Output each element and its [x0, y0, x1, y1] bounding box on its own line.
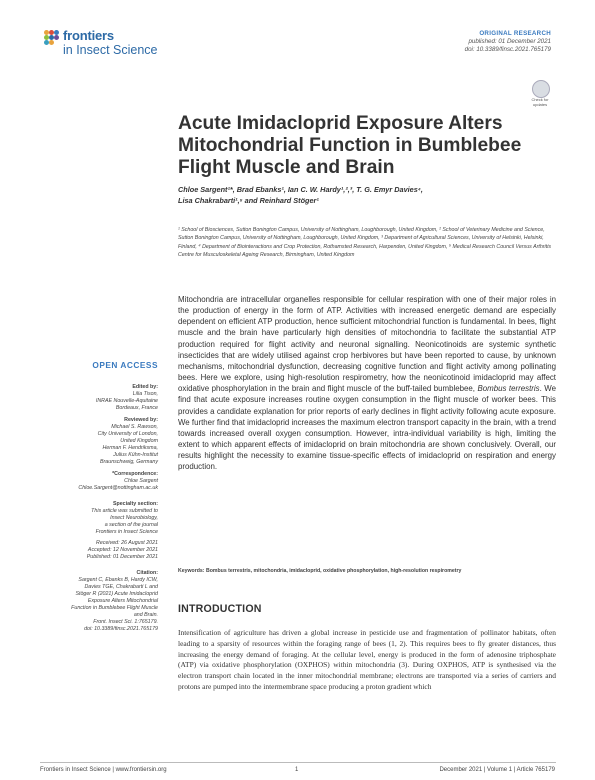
footer-journal-link[interactable]: Frontiers in Insect Science | www.frontiersin.org — [40, 767, 167, 773]
article-meta — [465, 30, 551, 54]
citation-label: Citation: — [136, 570, 158, 576]
reviewer-line: Braunschweig, Germany — [100, 459, 158, 465]
abstract — [178, 294, 556, 473]
specialty-line: Insect Neurobiology, — [110, 515, 158, 521]
open-access-label: OPEN ACCESS — [92, 360, 158, 370]
check-updates-icon — [532, 80, 550, 98]
journal-logo — [44, 28, 184, 62]
author-line-1: Chloe Sargent¹*, Brad Ebanks¹, Ian C. W. Hardy¹,²,³, T. G. Emyr Davies⁴, — [178, 185, 423, 194]
citation-line: Exposure Alters Mitochondrial — [87, 598, 158, 604]
keywords-value: Bombus terrestris, mitochondria, imidacloprid, oxidative phosphorylation, high-resolution respirometry — [205, 568, 462, 574]
introduction-text: Intensification of agriculture has driven a global increase in pesticide use and fragmentation of pollinator habitats, often leading to a sparsity of resources within the foraging range of bees (1, 2). This requires bees to fly greater distances, thus increasing the energy demand of foraging. At the cellular level, energy is produced in the form of adenosine triphosphate (ATP) via oxidative phosphorylation (OXPHOS) within mitochondria (3). During OXPHOS, ATP is synthesised via the electron transport chain located in the inner mitochondrial membrane; electrons are transported via a series of carriers and protons are pumped into the intermembrane space producing a proton gradient which — [178, 628, 556, 691]
article-type: ORIGINAL RESEARCH — [479, 30, 551, 37]
check-updates-label: Check for updates — [531, 97, 549, 107]
article-sidebar — [40, 360, 158, 633]
published-date: Published: 01 December 2021 — [86, 554, 158, 560]
reviewer-line: Michael S. Rawson, — [111, 424, 158, 430]
doi[interactable]: doi: 10.3389/finsc.2021.765179 — [464, 46, 551, 53]
section-heading-introduction: INTRODUCTION — [178, 603, 262, 615]
reviewer-line: United Kingdom — [120, 438, 158, 444]
specialty-line: Frontiers in Insect Science — [95, 529, 158, 535]
editor-line: Lilia Tison, — [132, 391, 158, 397]
footer-issue-info: December 2021 | Volume 1 | Article 765179 — [439, 767, 555, 773]
citation-line: Sargent C, Ebanks B, Hardy ICW, — [78, 577, 158, 583]
author-list — [178, 184, 558, 206]
species-name: Bombus terrestris — [477, 384, 540, 394]
correspondence-name: Chloe Sargent — [124, 478, 158, 484]
correspondence-email[interactable]: Chloe.Sargent@nottingham.ac.uk — [78, 485, 158, 491]
citation-line: Function in Bumblebee Flight Muscle — [71, 605, 158, 611]
abstract-part-2: . We find that acute exposure increases routine oxygen consumption in the flight muscle of worker bees. This provides a candidate explanation for prior reports of early declines in flight activity following acute exposure. We further find that imidacloprid increases the maximum electron transport capacity in the brain, with a trend towards increased overall oxygen consumption. However, intra-individual variability is high, limiting the extent to which apparent effects of imidacloprid on brain mitochondria are shown conclusively. Overall, our results highlight the necessity to examine tissue-specific effects of imidacloprid on respiration and energy production. — [178, 384, 556, 472]
editor-line: Bordeaux, France — [115, 405, 158, 411]
reviewer-line: Herman F. Hendriksma, — [102, 445, 158, 451]
brand-name: frontiers — [63, 28, 114, 43]
citation-line: and Brain. — [133, 612, 158, 618]
citation-doi[interactable]: doi: 10.3389/finsc.2021.765179 — [84, 626, 158, 632]
keywords-label: Keywords: — [178, 568, 205, 574]
abstract-part-1: Mitochondria are intracellular organelles responsible for cellular respiration with one of their major roles in the production of energy in the form of ATP. Activities with increased energetic demand are especially dependent on efficient ATP production, hence sufficient mitochondrial function is fundamental. In bees, flight muscle and the brain have particularly high densities of mitochondria to facilitate the substantial ATP production required for flight activity and neuronal signalling. Neonicotinoids are systemic synthetic insecticides that are widely utilised against crop herbivores but have been reported to cause, by unknown mechanisms, mitochondrial dysfunction, decreasing cognitive function and flight activity among pollinating bees. Here we explore, using high-resolution respirometry, how the neonicotinoid imidacloprid may affect oxidative phosphorylation in the brain and flight muscle of the buff-tailed bumblebee, — [178, 295, 556, 394]
keywords — [178, 567, 556, 575]
specialty-label: Specialty section: — [112, 501, 158, 507]
reviewed-by-label: Reviewed by: — [124, 417, 158, 423]
check-for-updates-button[interactable] — [529, 80, 551, 108]
published-date: published: 01 December 2021 — [468, 38, 551, 45]
reviewer-line: Julius Kühn-Institut — [113, 452, 158, 458]
citation-line: Stöger R (2021) Acute Imidacloprid — [75, 591, 158, 597]
author-line-2: Lisa Chakrabarti¹,⁵ and Reinhard Stöger¹ — [178, 196, 319, 205]
received-date: Received: 26 August 2021 — [96, 540, 158, 546]
accepted-date: Accepted: 12 November 2021 — [87, 547, 158, 553]
correspondence-label: *Correspondence: — [112, 471, 158, 477]
frontiers-logo-icon — [44, 30, 60, 46]
footer-divider — [40, 762, 556, 763]
specialty-line: a section of the journal — [104, 522, 158, 528]
citation-line: Davies TGE, Chakrabarti L and — [84, 584, 158, 590]
citation-line: Front. Insect Sci. 1:765179. — [93, 619, 158, 625]
edited-by-label: Edited by: — [132, 384, 158, 390]
affiliations: ¹ School of Biosciences, Sutton Bonington Campus, University of Nottingham, Loughborough, United Kingdom, ² School of Veterinary Medicine and Science, Sutton Bonington Campus, University of Nottingham, Loughborough, United Kingdom, ³ Department of Agricultural Sciences, University of Helsinki, Helsinki, Finland, ⁴ Department of Biointeractions and Crop Protection, Rothamsted Research, Harpenden, United Kingdom, ⁵ Medical Research Council Versus Arthritis Centre for Musculoskeletal Ageing Research, Birmingham, United Kingdom — [178, 227, 552, 258]
page-number: 1 — [295, 767, 299, 773]
editor-line: INRAE Nouvelle-Aquitaine — [95, 398, 158, 404]
reviewer-line: City University of London, — [97, 431, 158, 437]
specialty-line: This article was submitted to — [91, 508, 158, 514]
article-title: Acute Imidacloprid Exposure Alters Mitochondrial Function in Bumblebee Flight Muscle and Brain — [178, 113, 522, 178]
journal-name: in Insect Science — [63, 43, 158, 57]
